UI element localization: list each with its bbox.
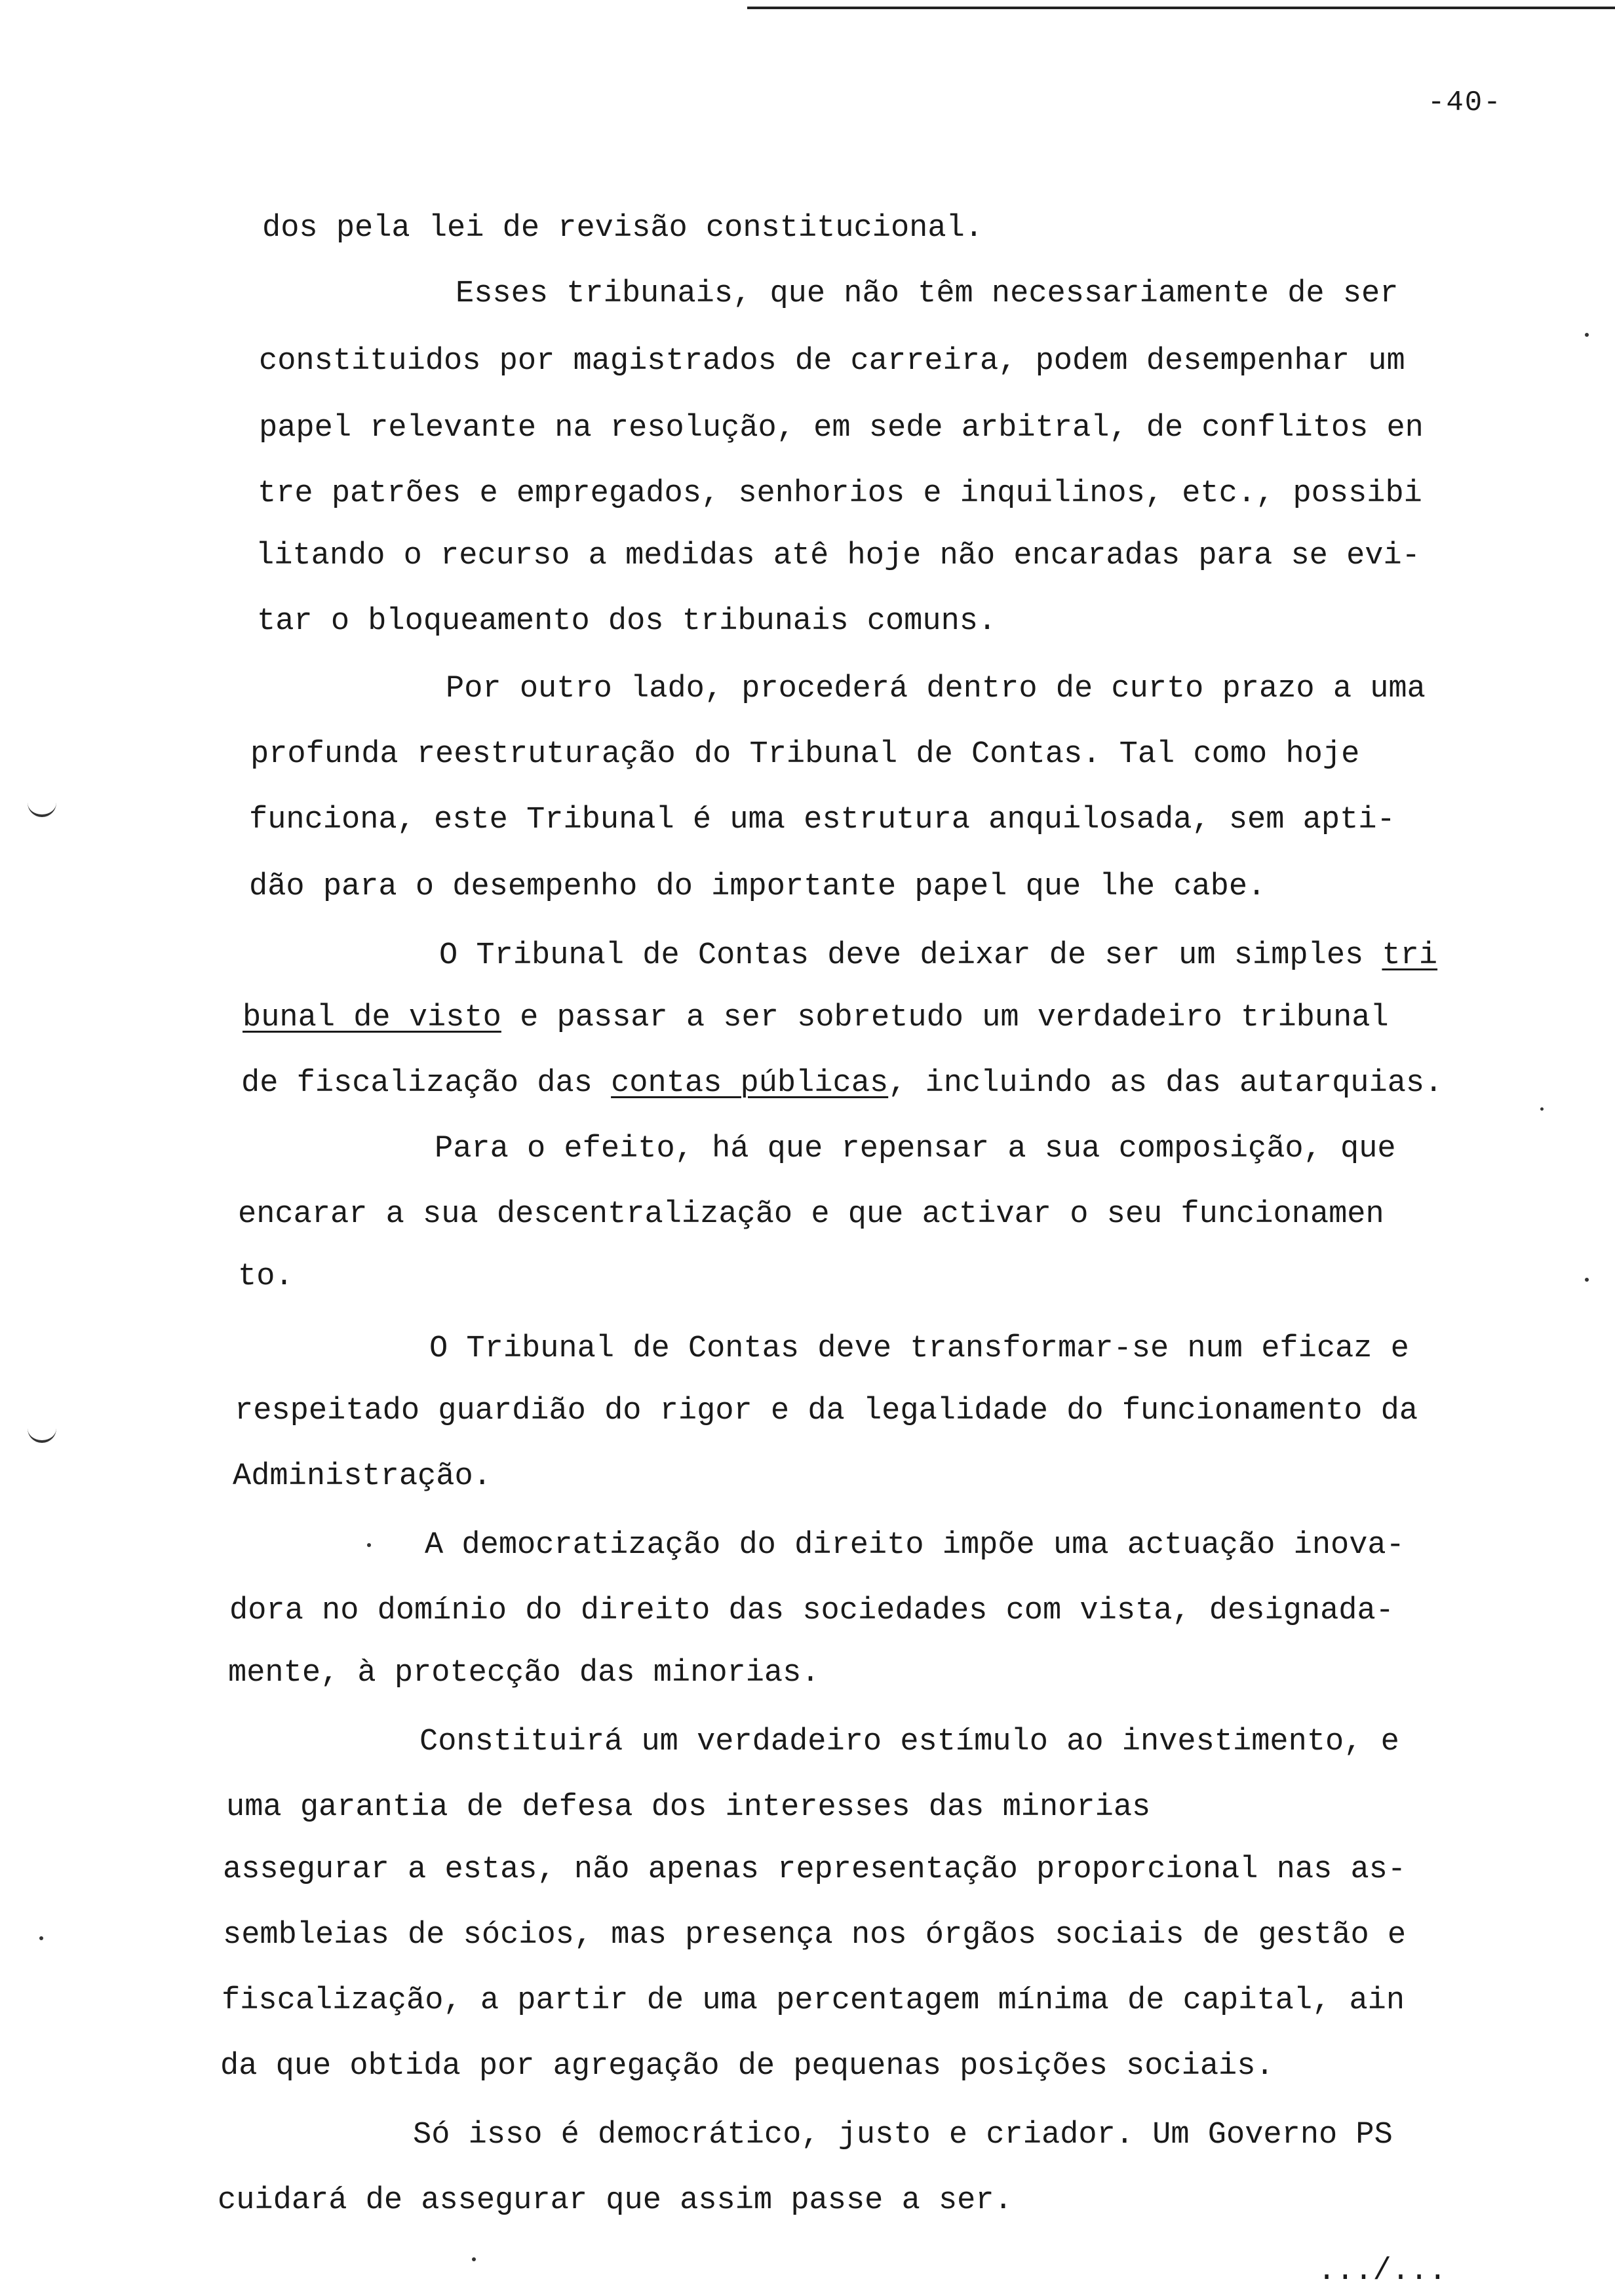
text-line: funciona, este Tribunal é uma estrutura anquilosada, sem apti- [249,803,1395,837]
text-line: Por outro lado, procederá dentro de curto prazo a uma [446,672,1426,706]
scan-speck [472,2257,476,2261]
continuation-mark: .../... [1317,2254,1447,2289]
text-line: to. [238,1259,294,1294]
margin-mark [28,803,56,817]
text-line: respeitado guardião do rigor e da legalidade do funcionamento da [235,1394,1418,1428]
text-segment: , incluindo as das autarquias. [888,1066,1443,1101]
underlined-text: bunal de visto [243,1001,501,1035]
scan-speck [1585,333,1589,337]
scan-speck [367,1543,371,1547]
text-line: litando o recurso a medidas atê hoje não encaradas para se evi- [256,539,1420,573]
text-segment: e passar a ser sobretudo um verdadeiro tribunal [501,1001,1389,1035]
text-line: tar o bloqueamento dos tribunais comuns. [257,604,997,639]
text-line: Só isso é democrático, justo e criador. Um Governo PS [413,2118,1393,2152]
text-line: mente, à protecção das minorias. [228,1656,820,1691]
text-segment: O Tribunal de Contas deve deixar de ser um simples [439,938,1382,973]
text-line: profunda reestruturação do Tribunal de Contas. Tal como hoje [250,737,1360,772]
text-segment: de fiscalização das [241,1066,612,1101]
scan-speck [39,1936,43,1940]
text-line: dora no domínio do direito das sociedades com vista, designada- [229,1594,1394,1628]
scan-speck [1540,1107,1544,1111]
text-line: dos pela lei de revisão constitucional. [262,211,983,246]
text-line: assegurar a estas, não apenas representação proporcional nas as- [223,1852,1407,1887]
text-line: A democratização do direito impõe uma actuação inova- [425,1528,1405,1563]
text-line: papel relevante na resolução, em sede arbitral, de conflitos en [259,411,1424,446]
text-line: uma garantia de defesa dos interesses das minorias [226,1790,1151,1825]
text-line: Administração. [233,1459,492,1494]
text-line: Esses tribunais, que não têm necessariamente de ser [456,277,1399,311]
text-line: constituidos por magistrados de carreira, podem desempenhar um [259,344,1405,379]
text-line [243,1003,1389,1033]
text-line: da que obtida por agregação de pequenas posições sociais. [220,2049,1274,2084]
margin-mark [28,1428,56,1443]
text-line: Constituirá um verdadeiro estímulo ao investimento, e [419,1725,1399,1759]
top-rule [747,7,1615,9]
underlined-text: contas públicas [611,1066,889,1101]
text-line: Para o efeito, há que repensar a sua composição, que [435,1132,1396,1166]
text-line: tre patrões e empregados, senhorios e inquilinos, etc., possibi [258,476,1422,511]
page-number: -40- [1428,86,1502,119]
scan-speck [1585,1278,1589,1282]
text-line [439,940,1437,971]
text-line: cuidará de assegurar que assim passe a ser. [218,2183,1013,2218]
text-line: sembleias de sócios, mas presença nos órgãos sociais de gestão e [223,1918,1407,1953]
text-line: encarar a sua descentralização e que activar o seu funcionamen [238,1197,1384,1232]
underlined-text: tri [1382,938,1438,973]
text-line: fiscalização, a partir de uma percentagem mínima de capital, ain [222,1983,1405,2018]
text-line: O Tribunal de Contas deve transformar-se num eficaz e [429,1331,1409,1366]
text-line [241,1068,1443,1099]
text-line: dão para o desempenho do importante papel que lhe cabe. [249,870,1266,904]
